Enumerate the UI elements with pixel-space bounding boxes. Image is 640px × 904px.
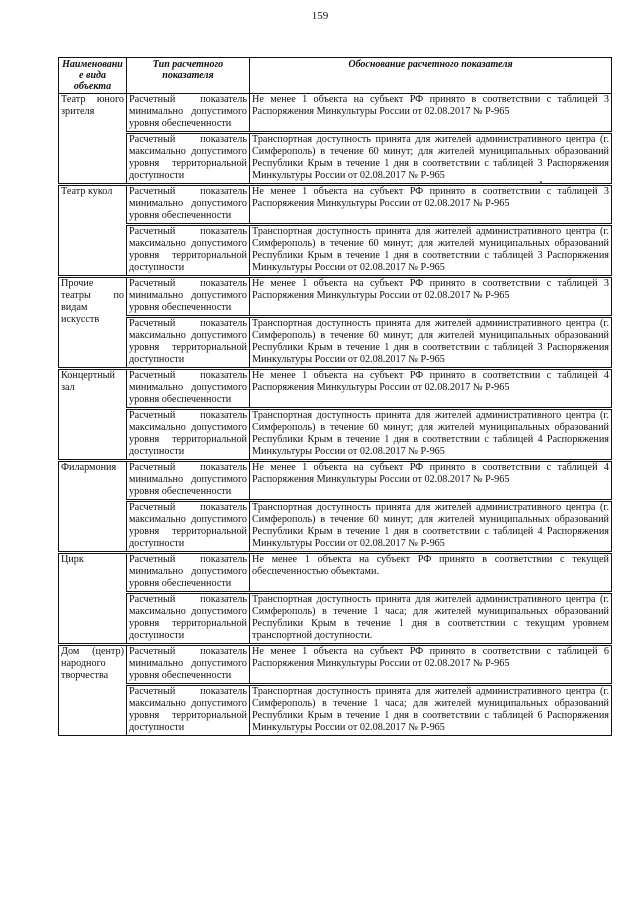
indicator-type-cell: Расчетный показатель минимально допустимого уровня обеспеченности (127, 645, 250, 685)
table-body (59, 94, 612, 736)
indicator-type-cell: Расчетный показатель максимально допустимого уровня территориальной доступности (127, 317, 250, 369)
object-type-cell: Театр кукол (59, 185, 127, 277)
justification-cell: Транспортная доступность принята для жителей административного центра (г. Симферополь) в течение 60 минут; для жителей муниципальных образований Республики Крым в течение 1 дня в соответствии с таблицей 3 Распоряжения Минкультуры России от 02.08.2017 № Р-965 (250, 225, 612, 277)
indicator-type-cell: Расчетный показатель минимально допустимого уровня обеспеченности (127, 369, 250, 409)
indicator-type-cell: Расчетный показатель минимально допустимого уровня обеспеченности (127, 94, 250, 133)
table-row (59, 501, 612, 553)
table-row (59, 277, 612, 317)
table-row (59, 225, 612, 277)
justification-cell: Не менее 1 объекта на субъект РФ принято в соответствии с текущей обеспеченностью объектами. (250, 553, 612, 593)
justification-cell: Транспортная доступность принята для жителей административного центра (г. Симферополь) в течение 60 минут; для жителей муниципальных образований Республики Крым в течение 1 дня в соответствии с таблицей 4 Распоряжения Минкультуры России от 02.08.2017 № Р-965 (250, 501, 612, 553)
justification-cell: Не менее 1 объекта на субъект РФ принято в соответствии с таблицей 3 Распоряжения Минкультуры России от 02.08.2017 № Р-965 (250, 185, 612, 225)
table-row (59, 317, 612, 369)
object-type-cell: Цирк (59, 553, 127, 645)
header-justification: Обоснование расчетного показателя (250, 58, 612, 94)
indicator-type-cell: Расчетный показатель максимально допустимого уровня территориальной доступности (127, 685, 250, 736)
indicator-type-cell: Расчетный показатель максимально допустимого уровня территориальной доступности (127, 593, 250, 645)
indicator-type-cell: Расчетный показатель максимально допустимого уровня территориальной доступности (127, 501, 250, 553)
indicator-type-cell: Расчетный показатель максимально допустимого уровня территориальной доступности (127, 133, 250, 185)
indicator-type-cell: Расчетный показатель минимально допустимого уровня обеспеченности (127, 277, 250, 317)
table-row (59, 409, 612, 461)
table-row (59, 685, 612, 736)
scan-dot (540, 181, 542, 183)
table-row (59, 461, 612, 501)
header-indicator-type: Тип расчетного показателя (127, 58, 250, 94)
object-type-cell: Дом (центр) народного творчества (59, 645, 127, 736)
header-object-type: Наименовани е вида объекта (59, 58, 127, 94)
indicator-type-cell: Расчетный показатель минимально допустимого уровня обеспеченности (127, 185, 250, 225)
object-type-cell: Филармония (59, 461, 127, 553)
indicator-type-cell: Расчетный показатель минимально допустимого уровня обеспеченности (127, 553, 250, 593)
indicator-type-cell: Расчетный показатель максимально допустимого уровня территориальной доступности (127, 409, 250, 461)
justification-cell: Транспортная доступность принята для жителей административного центра (г. Симферополь) в течение 60 минут; для жителей муниципальных образований Республики Крым в течение 1 дня в соответствии с таблицей 3 Распоряжения Минкультуры России от 02.08.2017 № Р-965 (250, 133, 612, 185)
object-type-cell: Театр юного зрителя (59, 94, 127, 185)
object-type-cell: Прочие театры по видам искусств (59, 277, 127, 369)
justification-cell: Не менее 1 объекта на субъект РФ принято в соответствии с таблицей 3 Распоряжения Минкультуры России от 02.08.2017 № Р-965 (250, 94, 612, 133)
table-row (59, 185, 612, 225)
indicator-type-cell: Расчетный показатель минимально допустимого уровня обеспеченности (127, 461, 250, 501)
justification-cell: Транспортная доступность принята для жителей административного центра (г. Симферополь) в течение 60 минут; для жителей муниципальных образований Республики Крым в течение 1 дня в соответствии с таблицей 4 Распоряжения Минкультуры России от 02.08.2017 № Р-965 (250, 409, 612, 461)
justification-cell: Транспортная доступность принята для жителей административного центра (г. Симферополь) в течение 1 часа; для жителей муниципальных образований Республики Крым в течение 1 дня в соответствии с таблицей 6 Распоряжения Минкультуры России от 02.08.2017 № Р-965 (250, 685, 612, 736)
justification-cell: Не менее 1 объекта на субъект РФ принято в соответствии с таблицей 4 Распоряжения Минкультуры России от 02.08.2017 № Р-965 (250, 461, 612, 501)
justification-cell: Не менее 1 объекта на субъект РФ принято в соответствии с таблицей 4 Распоряжения Минкультуры России от 02.08.2017 № Р-965 (250, 369, 612, 409)
indicators-table (58, 57, 612, 736)
table-row (59, 133, 612, 185)
table-row (59, 645, 612, 685)
object-type-cell: Концертный зал (59, 369, 127, 461)
page-number: 159 (311, 10, 329, 22)
table-row (59, 593, 612, 645)
justification-cell: Не менее 1 объекта на субъект РФ принято в соответствии с таблицей 3 Распоряжения Минкультуры России от 02.08.2017 № Р-965 (250, 277, 612, 317)
table-row (59, 94, 612, 133)
table-row (59, 369, 612, 409)
indicator-type-cell: Расчетный показатель максимально допустимого уровня территориальной доступности (127, 225, 250, 277)
table-header (59, 58, 612, 94)
justification-cell: Транспортная доступность принята для жителей административного центра (г. Симферополь) в течение 1 часа; для жителей муниципальных образований Республики Крым в течение 1 дня в соответствии с текущим уровнем транспортной доступности. (250, 593, 612, 645)
table-row (59, 553, 612, 593)
justification-cell: Не менее 1 объекта на субъект РФ принято в соответствии с таблицей 6 Распоряжения Минкультуры России от 02.08.2017 № Р-965 (250, 645, 612, 685)
justification-cell: Транспортная доступность принята для жителей административного центра (г. Симферополь) в течение 60 минут; для жителей муниципальных образований Республики Крым в течение 1 дня в соответствии с таблицей 3 Распоряжения Минкультуры России от 02.08.2017 № Р-965 (250, 317, 612, 369)
